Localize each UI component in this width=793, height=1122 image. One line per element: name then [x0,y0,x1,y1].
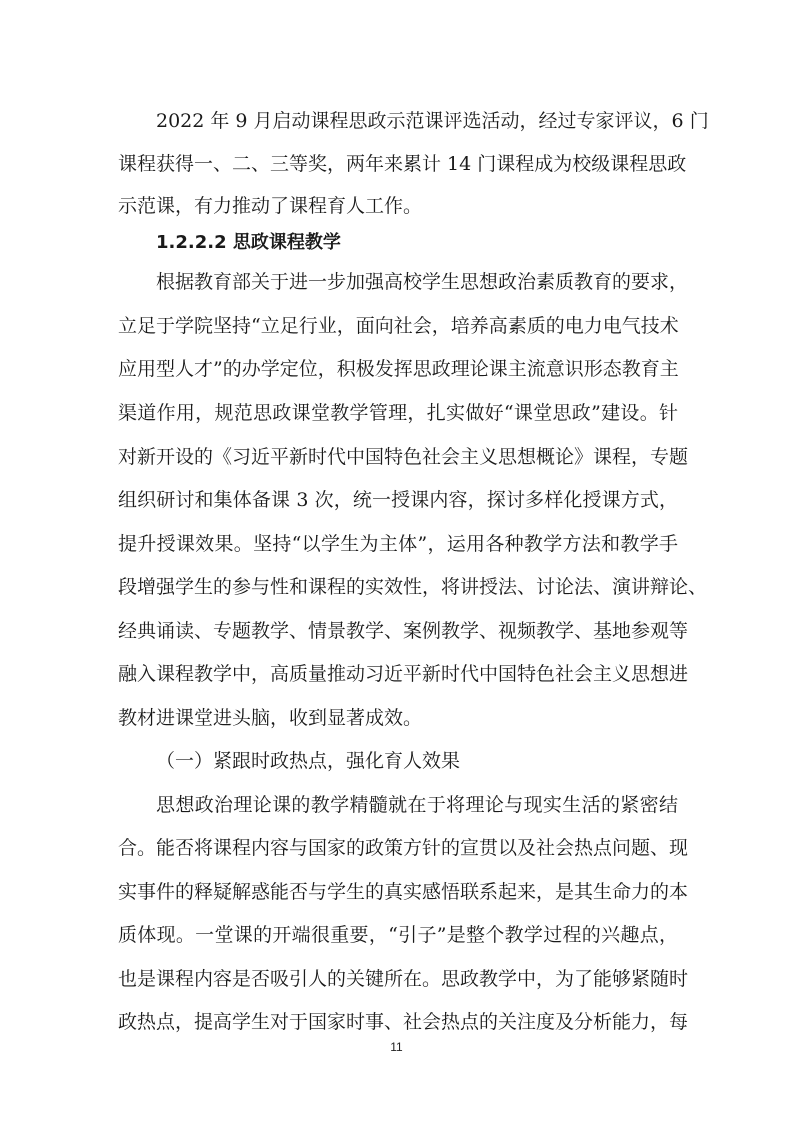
paragraph-2-line-11: 教材进课堂进头脑，收到显著成效。 [118,707,423,729]
paragraph-1-line-1: 2022 年 9 月启动课程思政示范课评选活动，经过专家评议，6 门 [156,110,709,132]
paragraph-3-line-2: 合。能否将课程内容与国家的政策方针的宣贯以及社会热点问题、现 [118,837,689,859]
paragraph-3-line-3: 实事件的释疑解惑能否与学生的真实感悟联系起来，是其生命力的本 [118,881,689,903]
section-heading: 1.2.2.2 思政课程教学 [156,232,341,253]
paragraph-3-line-5: 也是课程内容是否吸引人的关键所在。思政教学中，为了能够紧随时 [118,968,689,990]
paragraph-2-line-7: 提升授课效果。坚持“以学生为主体”，运用各种教学方法和教学手 [118,533,678,555]
paragraph-2-line-1: 根据教育部关于进一步加强高校学生思想政治素质教育的要求， [156,271,689,293]
page-number: 11 [390,1040,403,1054]
paragraph-2-line-2: 立足于学院坚持“立足行业，面向社会，培养高素质的电力电气技术 [118,315,679,337]
paragraph-2-line-10: 融入课程教学中，高质量推动习近平新时代中国特色社会主义思想进 [118,663,689,685]
paragraph-2-line-6: 组织研讨和集体备课 3 次，统一授课内容，探讨多样化授课方式， [118,489,678,511]
paragraph-1-line-3: 示范课，有力推动了课程育人工作。 [118,195,423,217]
paragraph-2-line-5: 对新开设的《习近平新时代中国特色社会主义思想概论》课程，专题 [118,446,689,468]
paragraph-3-line-6: 政热点，提高学生对于国家时事、社会热点的关注度及分析能力，每 [118,1011,689,1033]
subheading: （一）紧跟时政热点，强化育人效果 [156,750,461,772]
paragraph-1-line-2: 课程获得一、二、三等奖，两年来累计 14 门课程成为校级课程思政 [118,153,687,175]
paragraph-3-line-1: 思想政治理论课的教学精髓就在于将理论与现实生活的紧密结 [156,794,678,816]
paragraph-2-line-8: 段增强学生的参与性和课程的实效性，将讲授法、讨论法、演讲辩论、 [118,576,708,598]
paragraph-2-line-9: 经典诵读、专题教学、情景教学、案例教学、视频教学、基地参观等 [118,620,689,642]
paragraph-2-line-3: 应用型人才”的办学定位，积极发挥思政理论课主流意识形态教育主 [118,358,679,380]
paragraph-3-line-4: 质体现。一堂课的开端很重要，“引子”是整个教学过程的兴趣点， [118,924,678,946]
paragraph-2-line-4: 渠道作用，规范思政课堂教学管理，扎实做好“课堂思政”建设。针 [118,402,678,424]
